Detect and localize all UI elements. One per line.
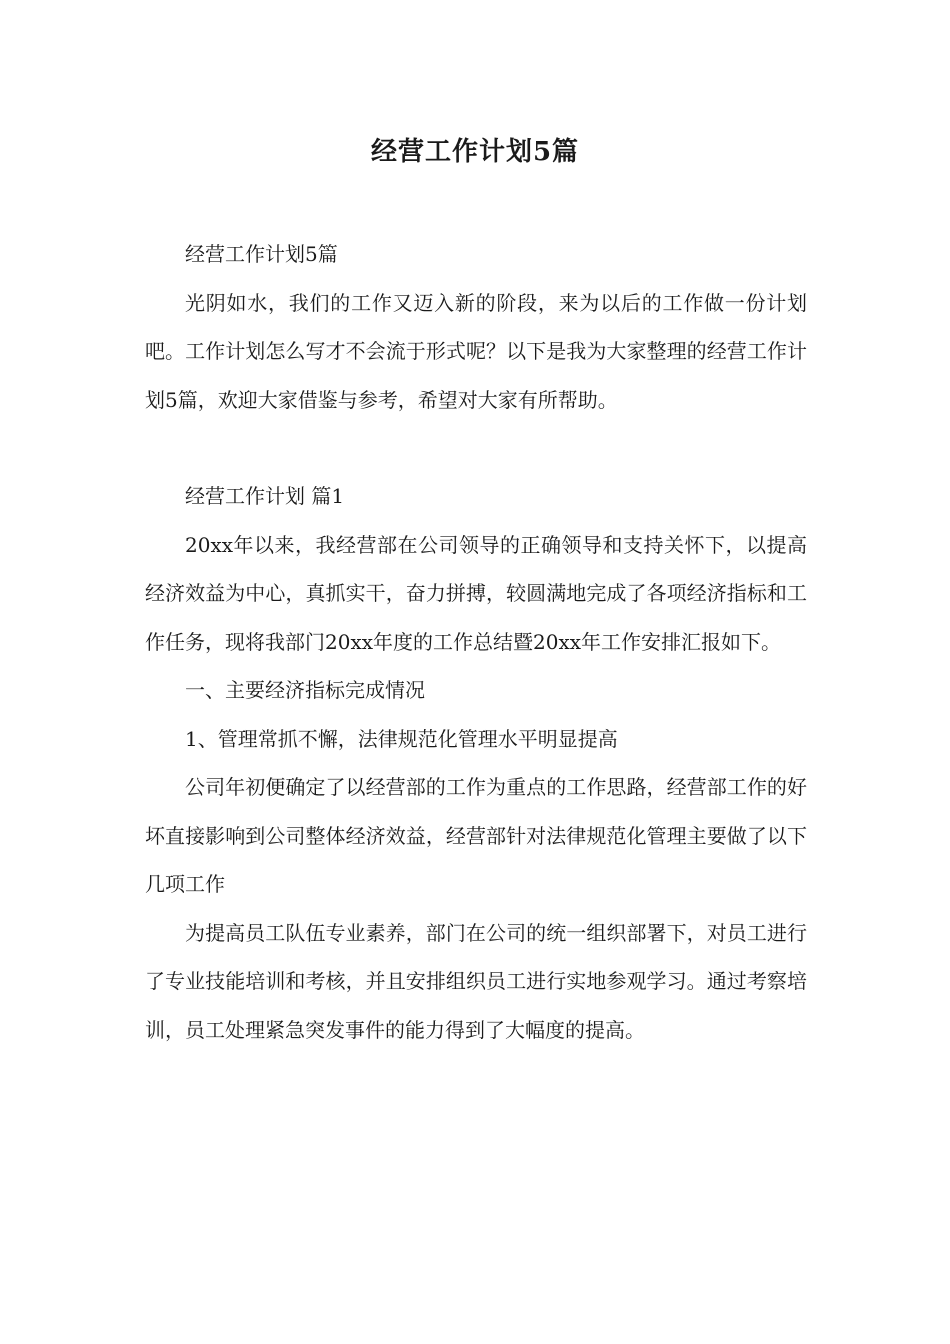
paragraph-spacer (145, 424, 807, 472)
document-title: 经营工作计划5篇 (370, 137, 580, 167)
document-body (145, 230, 807, 1054)
section-heading: 经营工作计划 篇1 (185, 484, 345, 508)
subtitle-paragraph: 经营工作计划5篇 (185, 242, 338, 266)
item-heading: 1、管理常抓不懈，法律规范化管理水平明显提高 (185, 726, 618, 751)
intro-paragraph: 光阴如水，我们的工作又迈入新的阶段，来为以后的工作做一份计划吧。工作计划怎么写才不会流于形式呢？以下是我为大家整理的经营工作计划5篇，欢迎大家借鉴与参考，希望对大家有所帮助。 (145, 290, 807, 412)
subsection-heading: 一、主要经济指标完成情况 (185, 678, 425, 702)
body-paragraph: 为提高员工队伍专业素养，部门在公司的统一组织部署下，对员工进行了专业技能培训和考核，并且安排组织员工进行实地参观学习。通过考察培训，员工处理紧急突发事件的能力得到了大幅度的提高。 (145, 920, 807, 1042)
body-paragraph: 公司年初便确定了以经营部的工作为重点的工作思路，经营部工作的好坏直接影响到公司整体经济效益，经营部针对法律规范化管理主要做了以下几项工作 (145, 775, 807, 896)
body-paragraph: 20xx年以来，我经营部在公司领导的正确领导和支持关怀下，以提高经济效益为中心，真抓实干，奋力拼搏，较圆满地完成了各项经济指标和工作任务，现将我部门20xx年度的工作总结暨20xx年工作安排汇报如下。 (145, 532, 807, 654)
